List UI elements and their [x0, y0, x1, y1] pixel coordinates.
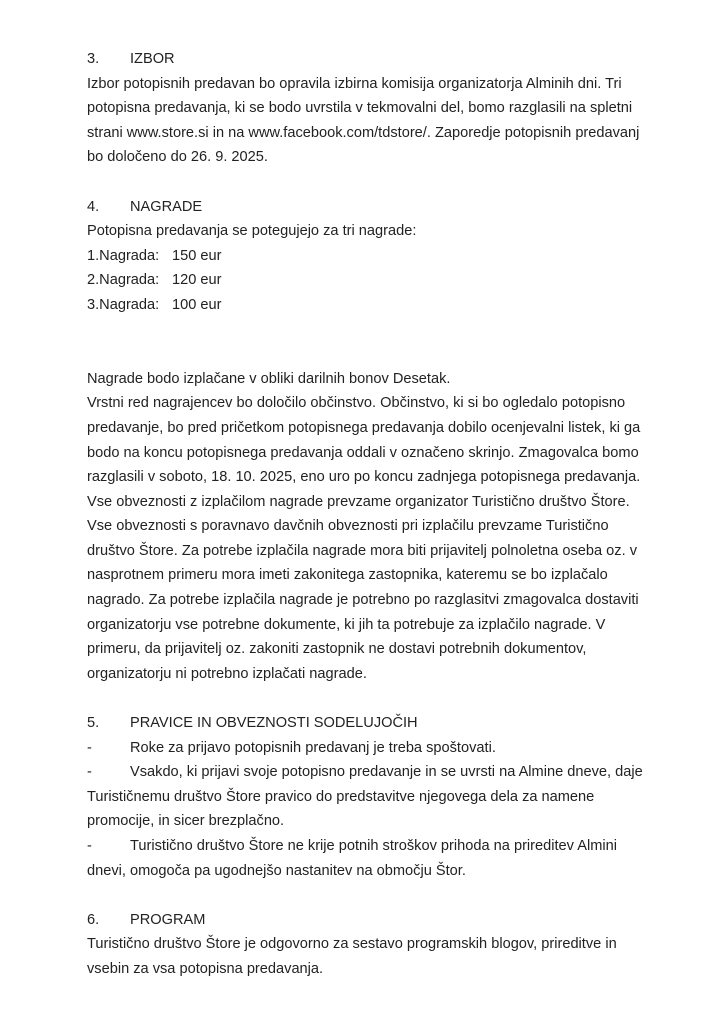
section-paragraph: Nagrade bodo izplačane v obliki darilnih bonov Desetak. — [87, 370, 451, 387]
section-izbor — [87, 47, 647, 170]
section-nagrade — [87, 195, 647, 687]
spacer — [87, 686, 647, 711]
document-page — [87, 47, 647, 982]
section-paragraph: Izbor potopisnih predavan bo opravila izbirna komisija organizatorja Alminih dni. Tri potopisna predavanja, ki se bodo uvrstila v tekmovalni del, bomo razglasili na spletni strani www.store.si in na www.facebook.com/tdstore/. Zaporedje potopisnih predavanj bo določeno do 26. 9. 2025. — [87, 75, 640, 166]
spacer — [87, 342, 647, 367]
section-number: 3. — [87, 51, 100, 67]
section-heading — [87, 47, 647, 72]
list-item-text: Roke za prijavo potopisnih predavanj je treba spoštovati. — [130, 739, 496, 756]
prize-amount: 120 eur — [172, 272, 222, 289]
section-number: 4. — [87, 198, 100, 215]
section-paragraph: Vse obveznosti s poravnavo davčnih obveznosti pri izplačilu prevzame Turistično društvo Štore. Za potrebe izplačila nagrade mora biti prijavitelj polnoletna oseba oz. v nasprotnem primeru mora imeti zakonitega zastopnika, kateremu se bo izplačalo nagrado. Za potrebe izplačila nagrade je potrebno po razglasitvi zmagovalca dostaviti organizatorju vse potrebne dokumente, ki jih ta potrebuje za izplačilo nagrade. V primeru, da prijavitelj oz. zakoniti zastopnik ne dostavi potrebnih dokumentov, organizatorju ni potrebno izplačati nagrade. — [87, 518, 639, 682]
spacer — [87, 170, 647, 195]
dash-bullet: - — [87, 838, 92, 854]
prize-row — [87, 268, 647, 293]
list-item — [87, 760, 647, 834]
prize-row — [87, 293, 647, 318]
section-heading — [87, 908, 647, 933]
section-program — [87, 908, 647, 982]
prize-label: 1.Nagrada: — [87, 247, 160, 264]
section-pravice — [87, 711, 647, 883]
spacer — [87, 318, 647, 343]
section-paragraph: Turistično društvo Štore je odgovorno za sestavo programskih blogov, prireditve in vsebin za vsa potopisna predavanja. — [87, 936, 617, 977]
prize-label: 3.Nagrada: — [87, 296, 160, 313]
prize-label: 2.Nagrada: — [87, 272, 160, 289]
dash-bullet: - — [87, 764, 92, 781]
section-title: PROGRAM — [130, 911, 206, 928]
list-item-text: Vsakdo, ki prijavi svoje potopisno predavanje in se uvrsti na Almine dneve, daje Turističnemu društvo Štore pravico do predstavitve njegovega dela za namene promocije, in sicer brezplačno. — [87, 764, 643, 830]
section-title: PRAVICE IN OBVEZNOSTI SODELUJOČIH — [130, 715, 418, 732]
list-item — [87, 736, 647, 761]
list-item-text: Turistično društvo Štore ne krije potnih stroškov prihoda na prireditev Almini dnevi, omogoča pa ugodnejšo nastanitev na območju Štor. — [87, 838, 617, 879]
prize-row — [87, 244, 647, 269]
prize-amount: 100 eur — [172, 296, 222, 313]
section-heading — [87, 711, 647, 736]
section-number: 6. — [87, 911, 100, 928]
prize-amount: 150 eur — [172, 247, 222, 264]
list-item — [87, 834, 647, 883]
spacer — [87, 883, 647, 908]
dash-bullet: - — [87, 739, 92, 756]
section-title: IZBOR — [130, 51, 175, 67]
section-heading — [87, 195, 647, 220]
section-title: NAGRADE — [130, 198, 203, 215]
section-intro: Potopisna predavanja se potegujejo za tri nagrade: — [87, 223, 417, 240]
section-paragraph: Vrstni red nagrajencev bo določilo občinstvo. Občinstvo, ki si bo ogledalo potopisno predavanje, bo pred pričetkom potopisnega predavanja dobilo ocenjevalni listek, ki ga bodo na koncu potopisnega predavanja oddali v označeno skrinjo. Zmagovalca bomo razglasili v soboto, 18. 10. 2025, eno uro po koncu zadnjega potopisnega predavanja. — [87, 395, 641, 486]
section-paragraph: Vse obveznosti z izplačilom nagrade prevzame organizator Turistično društvo Štore. — [87, 493, 630, 510]
section-number: 5. — [87, 715, 100, 732]
